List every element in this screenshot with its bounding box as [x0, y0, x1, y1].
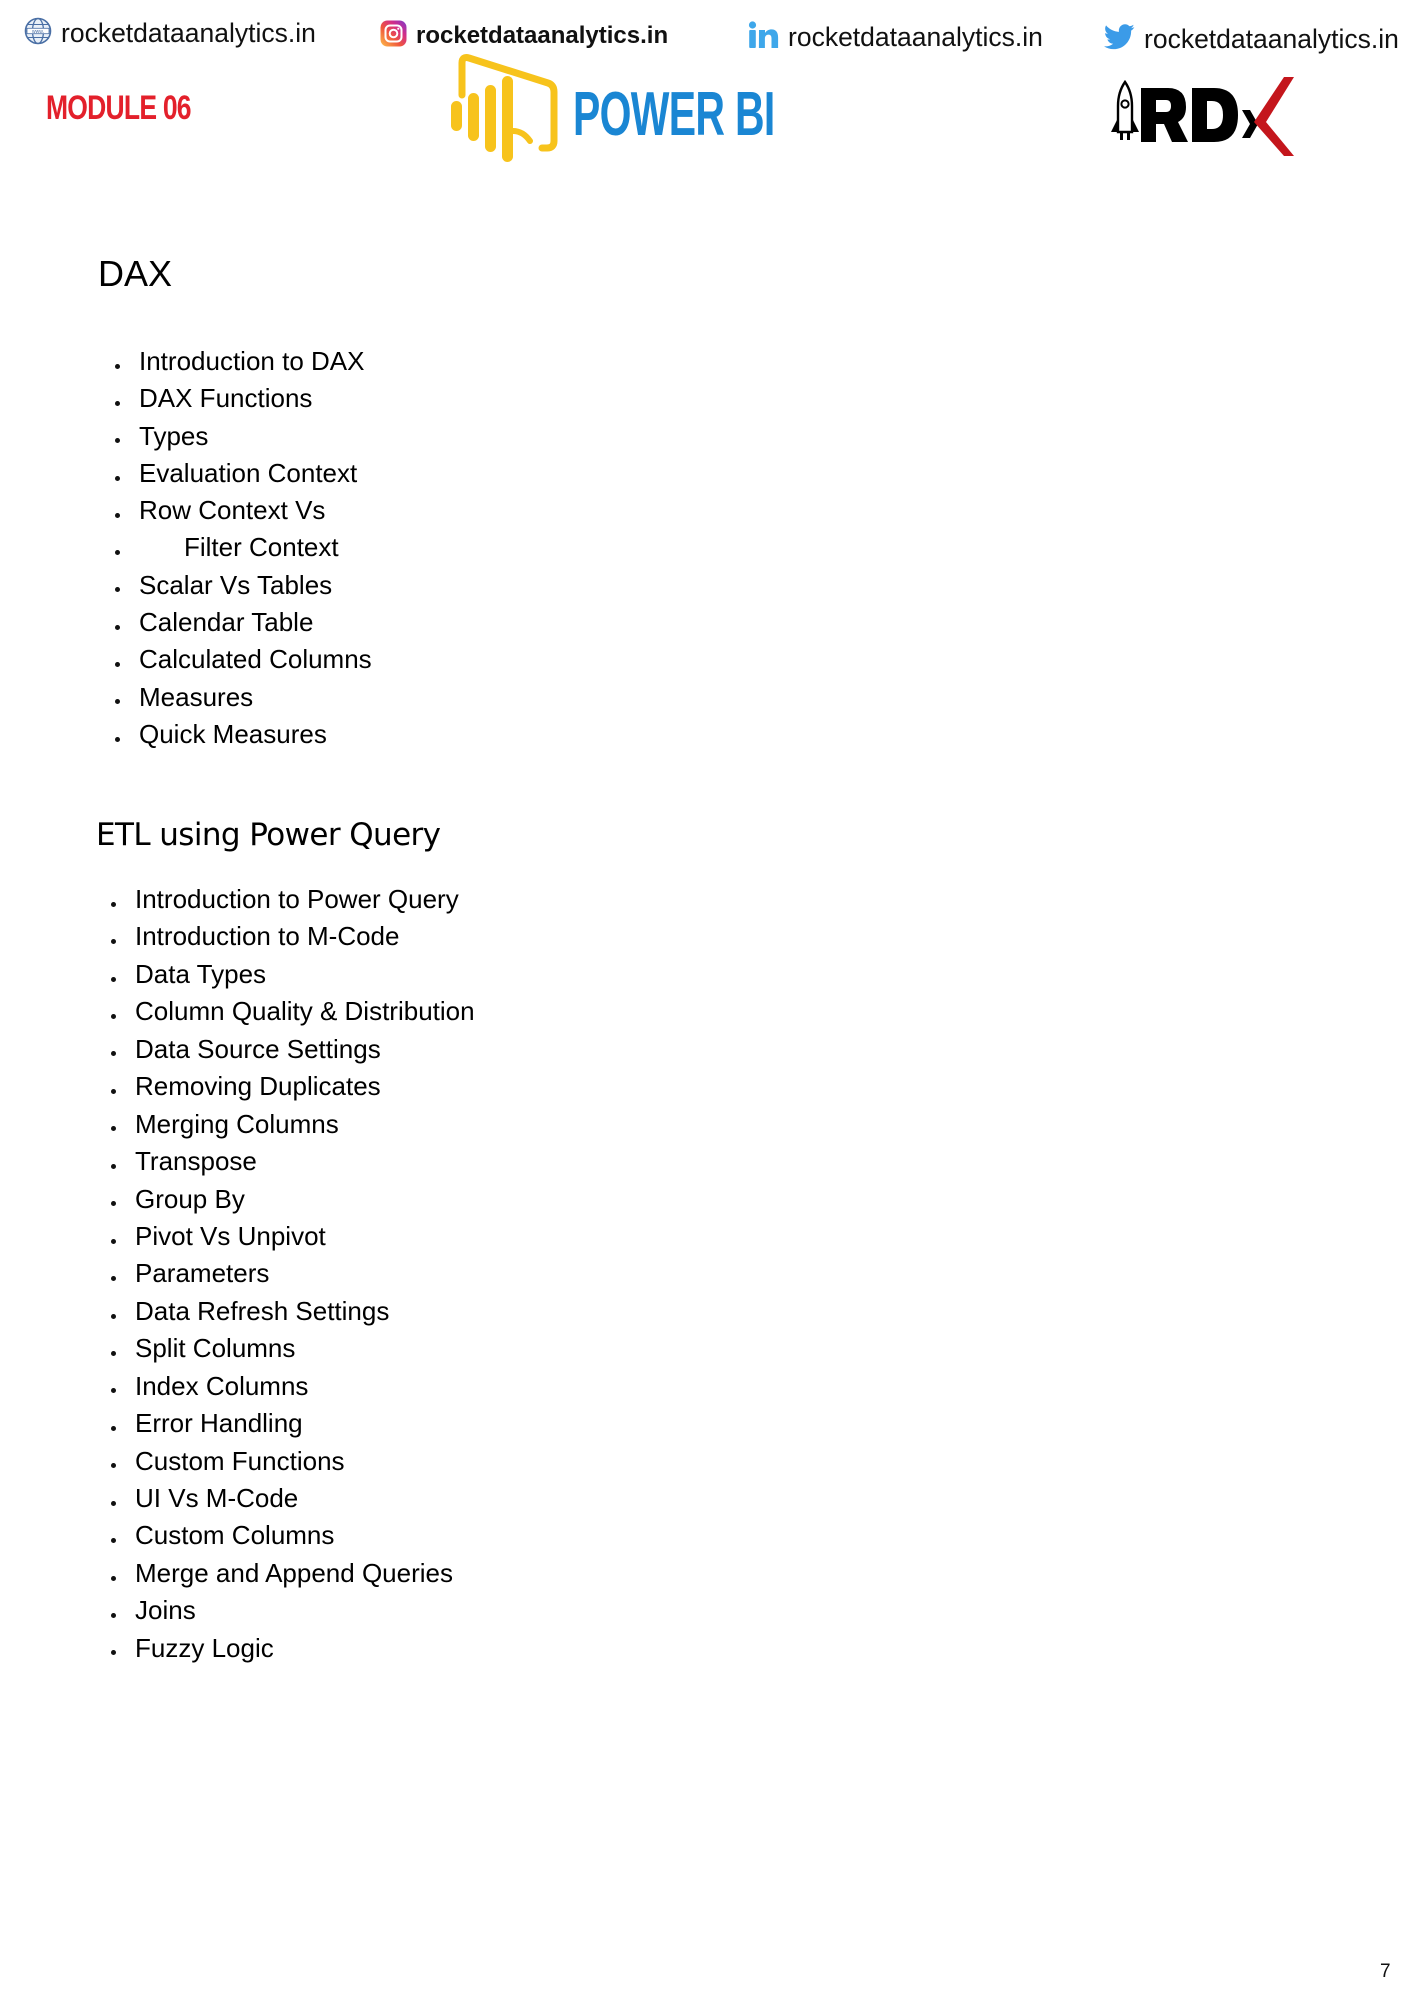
social-link-instagram[interactable]	[380, 19, 668, 53]
bullet-icon	[111, 977, 116, 982]
bullet-icon	[115, 438, 120, 443]
bullet-icon	[111, 1501, 116, 1506]
linkedin-icon	[748, 21, 779, 54]
social-link-twitter[interactable]	[1104, 22, 1399, 56]
bullet-icon	[111, 1538, 116, 1543]
bullet-icon	[111, 1351, 116, 1356]
bullet-icon	[111, 1463, 116, 1468]
bullet-icon	[115, 364, 120, 369]
module-label: MODULE 06	[46, 89, 191, 127]
bullet-icon	[111, 1426, 116, 1431]
power-bi-logo-icon	[448, 53, 560, 170]
bullet-icon	[115, 587, 120, 592]
bullet-icon	[111, 1314, 116, 1319]
page-number: 7	[1380, 1961, 1391, 1982]
bullet-icon	[111, 1650, 116, 1655]
twitter-icon	[1104, 24, 1135, 55]
section-heading-dax: DAX	[98, 253, 173, 294]
bullet-icon	[115, 476, 120, 481]
bullet-icon	[111, 1613, 116, 1618]
bullet-icon	[115, 550, 120, 555]
bullet-icon	[111, 1126, 116, 1131]
bullet-icon	[111, 1051, 116, 1056]
bullet-icon	[115, 699, 120, 704]
bullet-icon	[111, 902, 116, 907]
rdx-rocket-logo-icon	[1108, 74, 1298, 163]
bullet-icon	[115, 401, 120, 406]
twitter-link-text: rocketdataanalytics.in	[1144, 24, 1399, 54]
bullet-icon	[111, 1164, 116, 1169]
bullet-icon	[111, 1089, 116, 1094]
bullet-icon	[111, 1576, 116, 1581]
section-heading-etl: ETL using Power Query	[96, 817, 441, 853]
website-link-text: rocketdataanalytics.in	[61, 18, 316, 48]
globe-icon	[24, 17, 52, 50]
svg-text:www.: www.	[32, 28, 44, 35]
social-link-linkedin[interactable]	[748, 20, 1043, 54]
bullet-icon	[111, 1276, 116, 1281]
bullet-icon	[111, 1014, 116, 1019]
bullet-icon	[111, 1201, 116, 1206]
linkedin-link-text: rocketdataanalytics.in	[788, 22, 1043, 52]
bullet-icon	[115, 737, 120, 742]
bullet-icon	[111, 939, 116, 944]
instagram-icon	[380, 20, 407, 52]
bullet-icon	[111, 1388, 116, 1393]
power-bi-title: POWER BI	[573, 80, 775, 149]
bullet-icon	[115, 513, 120, 518]
bullet-icon	[111, 1239, 116, 1244]
bullet-icon	[115, 662, 120, 667]
social-link-website[interactable]	[24, 16, 316, 50]
bullet-icon	[115, 625, 120, 630]
instagram-link-text: rocketdataanalytics.in	[416, 22, 669, 49]
